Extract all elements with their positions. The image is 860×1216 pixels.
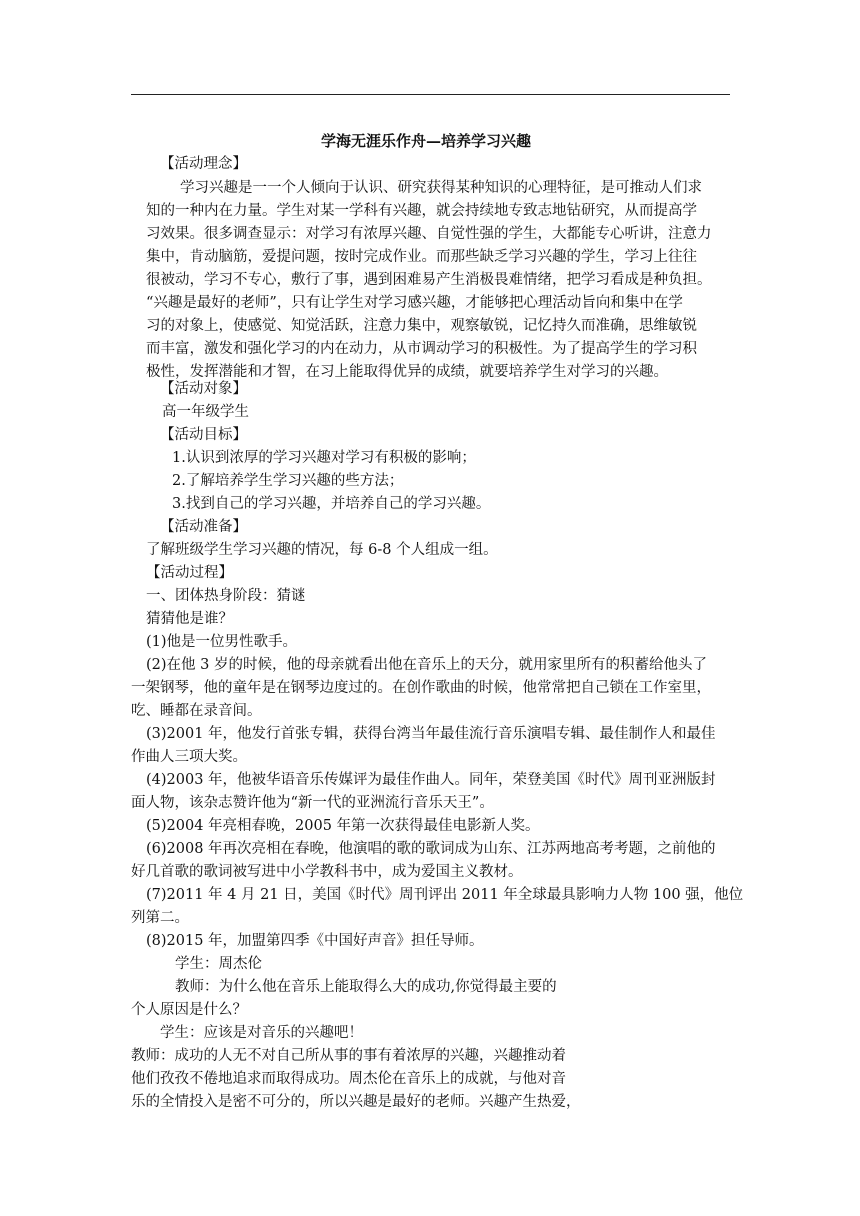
paragraph-line: 好几首歌的歌词被写进中小学教科书中，成为爱国主义教材。 [131,864,523,880]
paragraph-line: “兴趣是最好的老师”，只有让学生对学习感兴趣，才能够把心理活动旨向和集中在学 [146,295,683,311]
section-heading-goals: 【活动目标】 [160,427,247,443]
header-rule [131,94,730,95]
dialogue-line: 个人原因是什么？ [131,1002,247,1018]
paragraph-line: 吃、睡都在录音间。 [131,703,262,719]
list-item: (1)他是一位男性歌手。 [146,634,298,650]
list-item: (5)2004 年亮相春晚，2005 年第一次获得最佳电影新人奖。 [146,818,540,834]
paragraph-line: 极性，发挥潜能和才智，在习上能取得优异的成绩，就要培养学生对学习的兴趣。 [146,364,668,380]
paragraph-line: 知的一种内在力量。学生对某一学科有兴趣，就会持续地专致志地钻研究，从而提高学 [146,203,697,219]
paragraph-line: 集中，肯动脑筋，爱提问题，按时完成作业。而那些缺乏学习兴趣的学生，学习上往往 [146,249,697,265]
paragraph-line: 学习兴趣是一一个人倾向于认识、研究获得某种知识的心理特征，是可推动人们求 [180,180,702,196]
paragraph-line: 一架钢琴，他的童年是在钢琴边度过的。在创作歌曲的时候，他常常把自己锁在工作室里， [131,680,711,696]
section-heading-process: 【活动过程】 [146,565,233,581]
paragraph-line: 习的对象上，使感觉、知觉活跃，注意力集中，观察敏锐，记忆持久而准确，思维敏锐 [146,318,697,334]
section-heading-audience: 【活动对象】 [160,381,247,397]
paragraph-line: 了解班级学生学习兴趣的情况，每 6-8 个人组成一组。 [146,542,498,558]
paragraph-line: 一、团体热身阶段：猜谜 [146,588,306,604]
dialogue-line: 学生：周杰伦 [175,956,262,972]
paragraph-line: 而丰富，激发和强化学习的内在动力，从市调动学习的积极性。为了提高学生的学习积 [146,341,697,357]
paragraph-line: 列第二。 [131,910,189,926]
paragraph-line: 面人物，该杂志赞许他为“新一代的亚洲流行音乐天王”。 [131,795,494,811]
paragraph-line: 高一年级学生 [162,404,249,420]
dialogue-line: 乐的全情投入是密不可分的，所以兴趣是最好的老师。兴趣产生热爱， [131,1094,581,1110]
list-item: (4)2003 年，他被华语音乐传媒评为最佳作曲人。同年，荣登美国《时代》周刊亚洲版封 [146,772,716,788]
list-item: (8)2015 年，加盟第四季《中国好声音》担任导师。 [146,933,484,949]
paragraph-line: 猜猜他是谁？ [146,611,233,627]
section-heading-concept: 【活动理念】 [160,156,247,172]
list-item: (7)2011 年 4 月 21 日，美国《时代》周刊评出 2011 年全球最具影响力人物 100 强，他位 [146,887,744,903]
paragraph-line: 习效果。很多调查显示：对学习有浓厚兴趣、自觉性强的学生，大都能专心听讲，注意力 [146,226,712,242]
dialogue-line: 他们孜孜不倦地追求而取得成功。周杰伦在音乐上的成就，与他对音 [131,1071,566,1087]
paragraph-line: 作曲人三项大奖。 [131,749,247,765]
list-item: (2)在他 3 岁的时候，他的母亲就看出他在音乐上的天分，就用家里所有的积蓄给他头了 [146,657,707,673]
list-item: 1.认识到浓厚的学习兴趣对学习有积极的影响； [172,450,476,466]
dialogue-line: 教师：为什么他在音乐上能取得么大的成功,你觉得最主要的 [175,979,557,995]
document-title: 学海无涯乐作舟—培养学习兴趣 [321,132,532,150]
dialogue-line: 教师：成功的人无不对自己所从事的事有着浓厚的兴趣，兴趣推动着 [131,1048,566,1064]
section-heading-preparation: 【活动准备】 [160,519,247,535]
list-item: (6)2008 年再次亮相在春晚，他演唱的歌的歌词成为山东、江苏两地高考考题，之前他的 [146,841,716,857]
list-item: 3.找到自己的学习兴趣，并培养自己的学习兴趣。 [172,496,491,512]
list-item: 2.了解培养学生学习兴趣的些方法； [172,473,404,489]
dialogue-line: 学生：应该是对音乐的兴趣吧！ [160,1025,363,1041]
paragraph-line: 很被动，学习不专心，敷行了事，遇到困难易产生消极畏难情绪，把学习看成是种负担。 [146,272,712,288]
list-item: (3)2001 年，他发行首张专辑，获得台湾当年最佳流行音乐演唱专辑、最佳制作人和最佳 [146,726,716,742]
